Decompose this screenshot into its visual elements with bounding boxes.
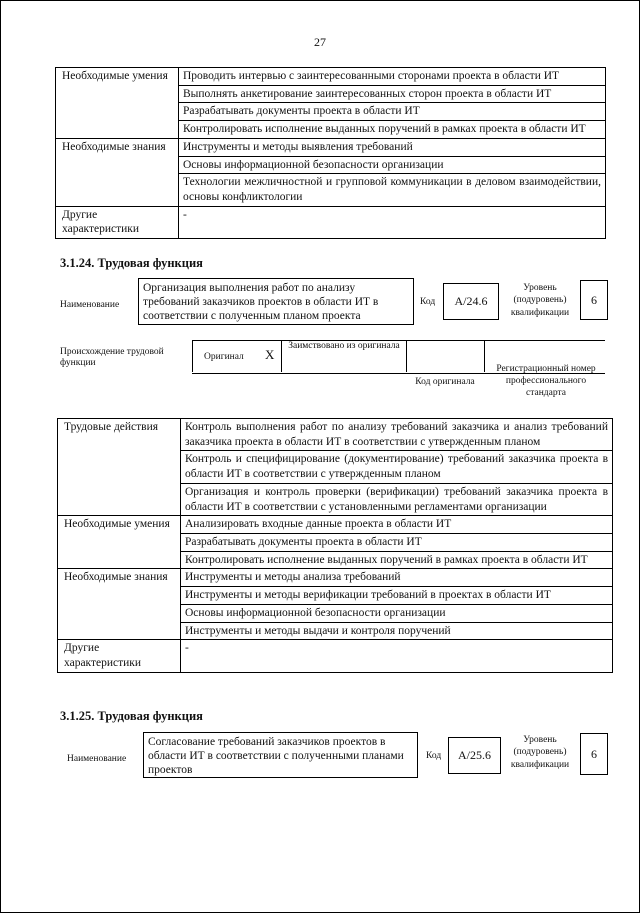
requirements-table-1 xyxy=(55,67,606,239)
item-cell: Основы информационной безопасности организации xyxy=(179,156,606,174)
name-label-25: Наименование xyxy=(67,754,127,764)
item-cell: - xyxy=(181,640,613,672)
item-cell: Контролировать исполнение выданных поручений в рамках проекта в области ИТ xyxy=(179,121,606,139)
item-cell: Организация и контроль проверки (верификации) требований заказчика проекта в области ИТ в соответствии с установленными регламентами организации xyxy=(181,483,613,515)
item-cell: Инструменты и методы верификации требований в проектах в области ИТ xyxy=(181,587,613,605)
name-label: Наименование xyxy=(60,300,120,310)
item-cell: Проводить интервью с заинтересованными сторонами проекта в области ИТ xyxy=(179,68,606,86)
level-label: Уровень (подуровень) квалификации xyxy=(510,283,570,318)
function-name-text-25: Согласование требований заказчиков проектов в области ИТ в соответствии с полученными планами проектов xyxy=(148,736,404,777)
table-row xyxy=(58,419,613,451)
code-label: Код xyxy=(420,297,436,307)
reg-number-label: Регистрационный номер профессионального стандарта xyxy=(496,364,596,398)
original-mark: X xyxy=(265,347,275,362)
code-value-25: А/25.6 xyxy=(458,748,491,762)
section-heading-3-1-24: 3.1.24. Трудовая функция xyxy=(60,256,203,270)
page-number: 27 xyxy=(314,35,326,49)
item-cell: Разрабатывать документы проекта в области ИТ xyxy=(179,103,606,121)
table-row xyxy=(58,569,613,587)
level-value-25: 6 xyxy=(591,746,597,761)
origin-code-label: Код оригинала xyxy=(415,377,475,387)
item-cell: Контроль и специфицирование (документирование) требований заказчика проекта в области ИТ в соответствии с утвержденным планом xyxy=(181,451,613,483)
origin-label: Происхождение трудовой функции xyxy=(60,347,164,369)
table-row xyxy=(58,640,613,672)
item-cell: Контроль выполнения работ по анализу требований заказчика и анализ требований заказчика проекта в области ИТ в соответствии с утвержденным планом xyxy=(181,419,613,451)
item-cell: Инструменты и методы анализа требований xyxy=(181,569,613,587)
level-box xyxy=(580,280,608,320)
item-cell: Технологии межличностной и групповой коммуникации в деловом взаимодействии, основы конфликтологии xyxy=(179,174,606,206)
category-cell: Необходимые знания xyxy=(58,569,181,640)
item-cell: Контролировать исполнение выданных поручений в рамках проекта в области ИТ xyxy=(181,551,613,569)
level-box-25 xyxy=(580,733,608,775)
category-cell: Другие характеристики xyxy=(56,206,179,238)
item-cell: Инструменты и методы выдачи и контроля поручений xyxy=(181,622,613,640)
table-row xyxy=(56,206,606,238)
code-box xyxy=(443,283,499,320)
item-cell: - xyxy=(179,206,606,238)
item-cell: Разрабатывать документы проекта в области ИТ xyxy=(181,534,613,552)
requirements-table-2 xyxy=(57,418,613,673)
item-cell: Выполнять анкетирование заинтересованных сторон проекта в области ИТ xyxy=(179,85,606,103)
function-name-text: Организация выполнения работ по анализу требований заказчиков проектов в области ИТ в соответствии с полученным планом проекта xyxy=(143,282,379,323)
table-row xyxy=(56,68,606,86)
function-name-box-25 xyxy=(143,732,418,778)
category-cell: Трудовые действия xyxy=(58,419,181,516)
borrowed-label: Заимствовано из оригинала xyxy=(288,341,400,351)
code-label-25: Код xyxy=(426,751,442,761)
origin-divider-2 xyxy=(484,340,485,372)
section-heading-3-1-25: 3.1.25. Трудовая функция xyxy=(60,709,203,723)
category-cell: Необходимые умения xyxy=(58,516,181,569)
level-value: 6 xyxy=(591,292,597,307)
table-row xyxy=(58,516,613,534)
category-cell: Необходимые умения xyxy=(56,68,179,139)
category-cell: Необходимые знания xyxy=(56,138,179,206)
item-cell: Инструменты и методы выявления требований xyxy=(179,138,606,156)
item-cell: Анализировать входные данные проекта в области ИТ xyxy=(181,516,613,534)
table-row xyxy=(56,138,606,156)
original-label: Оригинал xyxy=(204,352,244,362)
code-value: А/24.6 xyxy=(454,294,488,308)
item-cell: Основы информационной безопасности организации xyxy=(181,604,613,622)
level-label-25: Уровень (подуровень) квалификации xyxy=(510,735,570,770)
origin-divider-1 xyxy=(406,340,407,372)
function-name-box xyxy=(138,278,414,325)
category-cell: Другие характеристики xyxy=(58,640,181,672)
code-box-25 xyxy=(448,737,501,774)
